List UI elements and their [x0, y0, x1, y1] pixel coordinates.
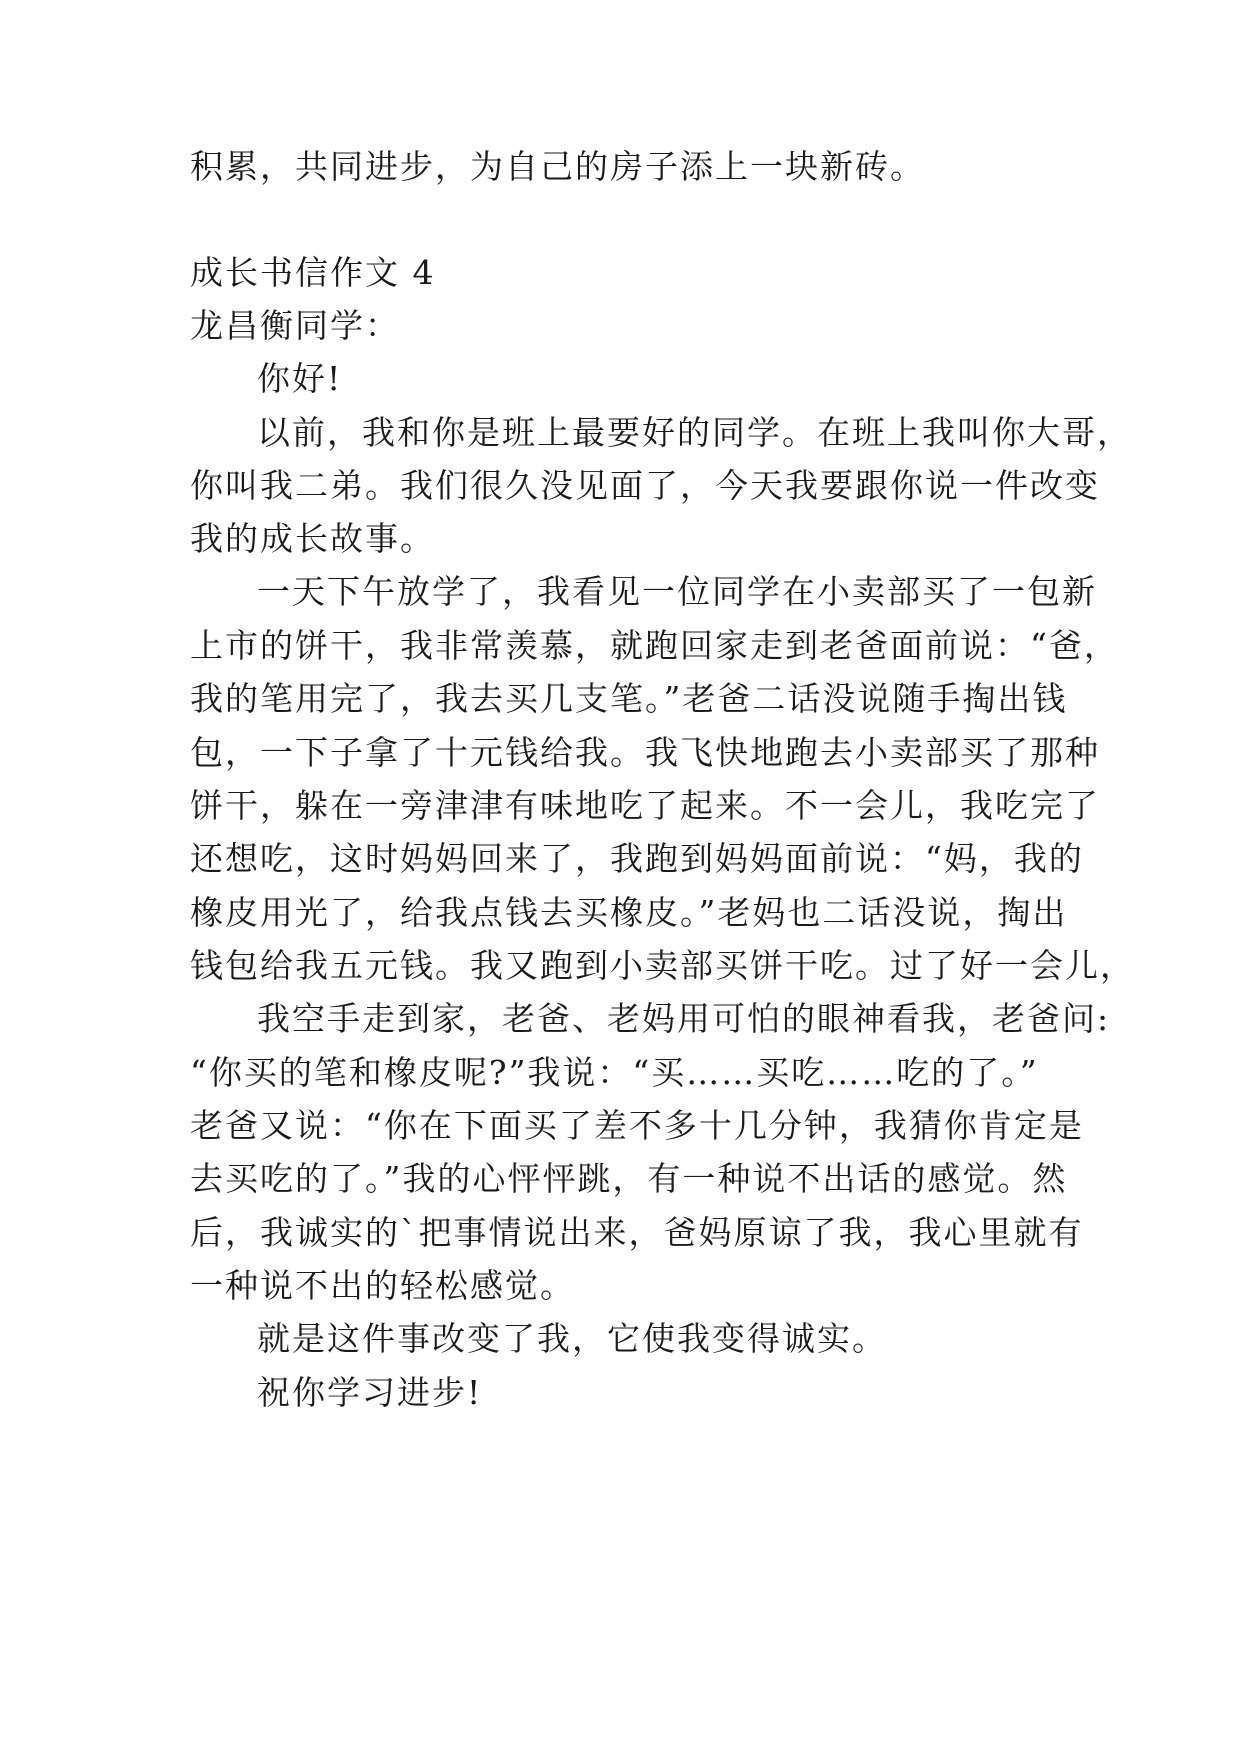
text-line: “你买的笔和橡皮呢?”我说：“买……买吃……吃的了。” [190, 1053, 1039, 1092]
salutation: 龙昌衡同学： [190, 306, 400, 345]
text-line: 后，我诚实的`把事情说出来，爸妈原谅了我，我心里就有 [190, 1213, 1084, 1252]
text-line: 积累，共同进步，为自己的房子添上一块新砖。 [190, 147, 925, 186]
closing-line: 祝你学习进步! [257, 1373, 483, 1412]
text-line: 还想吃，这时妈妈回来了，我跑到妈妈面前说：“妈，我的 [190, 839, 1084, 878]
text-line: 我的成长故事。 [190, 519, 435, 558]
text-line: 橡皮用光了，给我点钱去买橡皮。”老妈也二话没说，掏出 [190, 893, 1068, 932]
text-line: 老爸又说：“你在下面买了差不多十几分钟，我猜你肯定是 [190, 1106, 1084, 1145]
text-line: 以前，我和你是班上最要好的同学。在班上我叫你大哥， [257, 413, 1132, 452]
text-line: 一天下午放学了，我看见一位同学在小卖部买了一包新 [257, 572, 1097, 611]
text-line: 我空手走到家，老爸、老妈用可怕的眼神看我，老爸问: [257, 999, 1111, 1038]
text-line: 上市的饼干，我非常羡慕，就跑回家走到老爸面前说：“爸， [190, 626, 1119, 665]
text-line: 去买吃的了。”我的心怦怦跳，有一种说不出话的感觉。然 [190, 1159, 1068, 1198]
text-line: 我的笔用完了，我去买几支笔。”老爸二话没说随手掏出钱 [190, 679, 1068, 718]
text-line: 钱包给我五元钱。我又跑到小卖部买饼干吃。过了好一会儿， [190, 946, 1135, 985]
text-line: 一种说不出的轻松感觉。 [190, 1266, 575, 1305]
text-line: 你叫我二弟。我们很久没见面了，今天我要跟你说一件改变 [190, 466, 1100, 505]
text-line: 包，一下子拿了十元钱给我。我飞快地跑去小卖部买了那种 [190, 733, 1100, 772]
text-line: 饼干，躲在一旁津津有味地吃了起来。不一会儿，我吃完了 [190, 786, 1100, 825]
greeting: 你好! [257, 359, 343, 398]
text-line: 就是这件事改变了我，它使我变得诚实。 [257, 1319, 887, 1358]
section-heading: 成长书信作文 4 [190, 253, 436, 292]
